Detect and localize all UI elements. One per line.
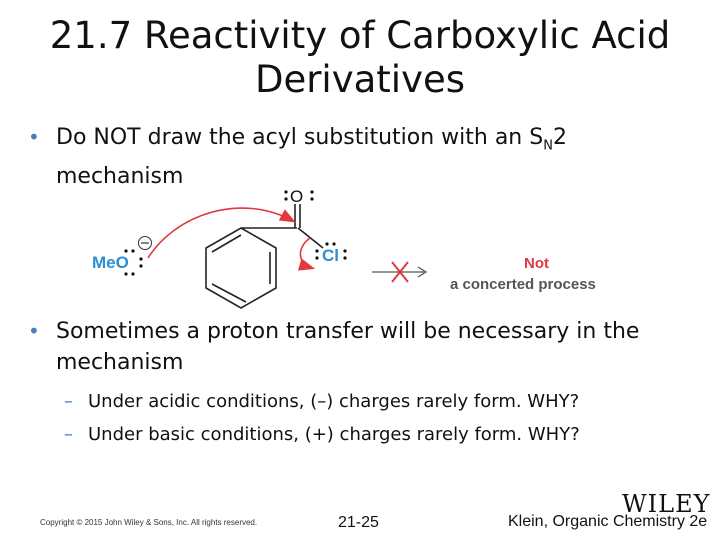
leaving-group-arrow [300,238,312,268]
nucleophilic-attack-arrow [148,208,293,258]
benzene-ring [206,228,276,308]
c-cl-bond [298,228,323,248]
wiley-logo: WILEY [622,490,711,518]
dash-icon: – [64,424,73,445]
copyright-text: Copyright © 2015 John Wiley & Sons, Inc. All rights reserved. [40,518,258,527]
negative-charge-icon [139,237,152,250]
sn2-subscript: N [543,138,553,154]
slide-title: 21.7 Reactivity of Carboxylic Acid Derivatives [49,14,671,101]
bullet-proton-transfer-text: Sometimes a proton transfer will be necessary in the mechanism [56,319,640,375]
nucleophile-meo: MeO [92,253,129,272]
dash-icon: – [64,391,73,412]
sub-bullet-acidic-text: Under acidic conditions, (–) charges rarely form. WHY? [88,391,580,412]
leaving-group-cl: Cl [322,246,339,265]
page-number: 21-25 [338,514,379,531]
mechanism-figure [0,180,720,310]
concerted-process-label: a concerted process [450,276,596,293]
bullet-dot-icon: • [28,125,40,149]
not-label: Not [524,255,549,272]
bullet-sn2-text: Do NOT draw the acyl substitution with an $S_N2$ mechanism [56,125,567,190]
bullet-dot-icon: • [28,319,40,343]
carbonyl-oxygen: O [290,187,304,206]
sub-bullet-basic-text: Under basic conditions, (+) charges rarely form. WHY? [88,424,580,445]
citation-text: Klein, Organic Chemistry 2e [508,513,708,530]
